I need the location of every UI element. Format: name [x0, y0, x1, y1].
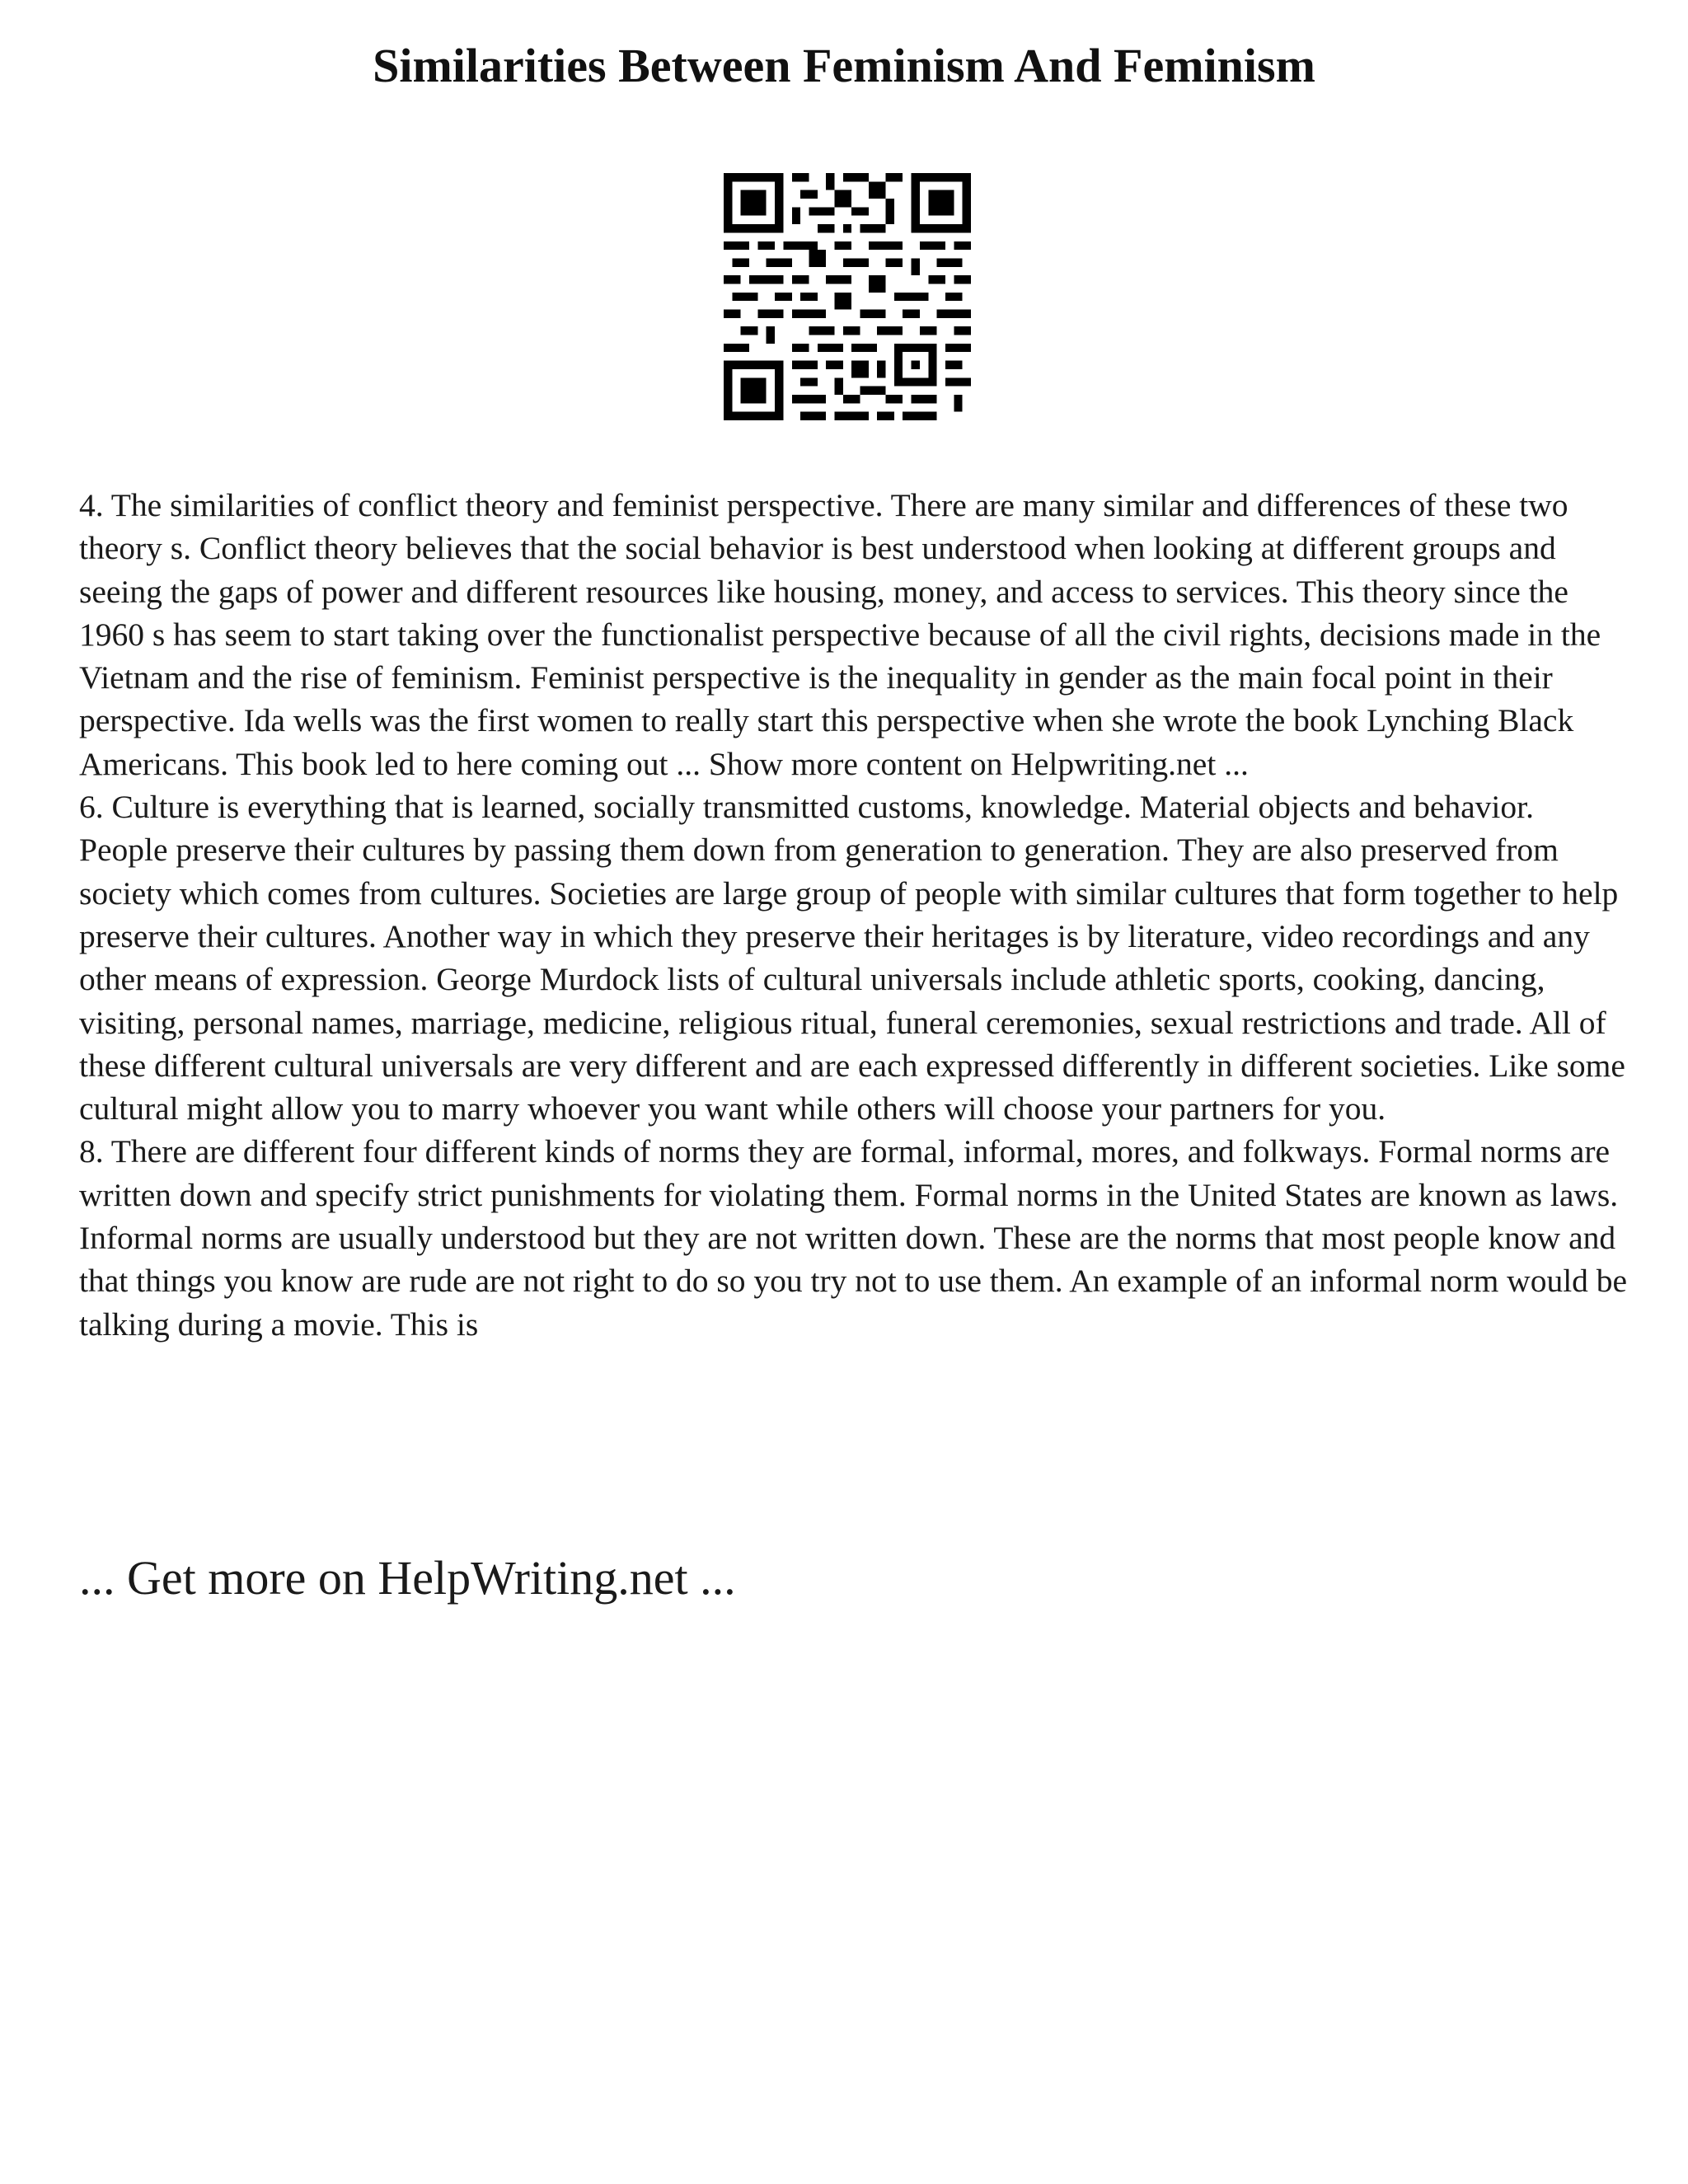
- paragraph-8: 8. There are different four different kinds of norms they are formal, informal, mores, and folkways. Formal norms are written down and specify strict punishments for violating them. Formal norms in the United States are known as laws. Informal norms are usually understood but they are not written down. These are the norms that most people know and that things you know are rude are not right to do so you try not to use them. An example of an informal norm would be talking during a movie. This is: [79, 1133, 1628, 1343]
- get-more-link[interactable]: ... Get more on HelpWriting.net ...: [79, 1551, 736, 1605]
- article-body: [79, 484, 1629, 1346]
- paragraph-6: 6. Culture is everything that is learned, socially transmitted customs, knowledge. Material objects and behavior. People preserve their cultures by passing them down from generation to generation. They are also preserved from society which comes from cultures. Societies are large group of people with similar cultures that form together to help preserve their cultures. Another way in which they preserve their heritages is by literature, video recordings and any other means of expression. George Murdock lists of cultural universals include athletic sports, cooking, dancing, visiting, personal names, marriage, medicine, religious ritual, funeral ceremonies, sexual restrictions and trade. All of these different cultural universals are very different and are each expressed differently in different societies. Like some cultural might allow you to marry whoever you want while others will choose your partners for you.: [79, 789, 1625, 1127]
- paragraph-4: 4. The similarities of conflict theory and feminist perspective. There are many similar and differences of these two theory s. Conflict theory believes that the social behavior is best understood when looking at different groups and seeing the gaps of power and different resources like housing, money, and access to services. This theory since the 1960 s has seem to start taking over the functionalist perspective because of all the civil rights, decisions made in the Vietnam and the rise of feminism. Feminist perspective is the inequality in gender as the main focal point in their perspective. Ida wells was the first women to really start this perspective when she wrote the book Lynching Black Americans. This book led to here coming out ... Show more content on Helpwriting.net ...: [79, 487, 1601, 782]
- page-title: Similarities Between Feminism And Feminism: [373, 39, 1315, 92]
- qr-code-icon: [724, 173, 971, 420]
